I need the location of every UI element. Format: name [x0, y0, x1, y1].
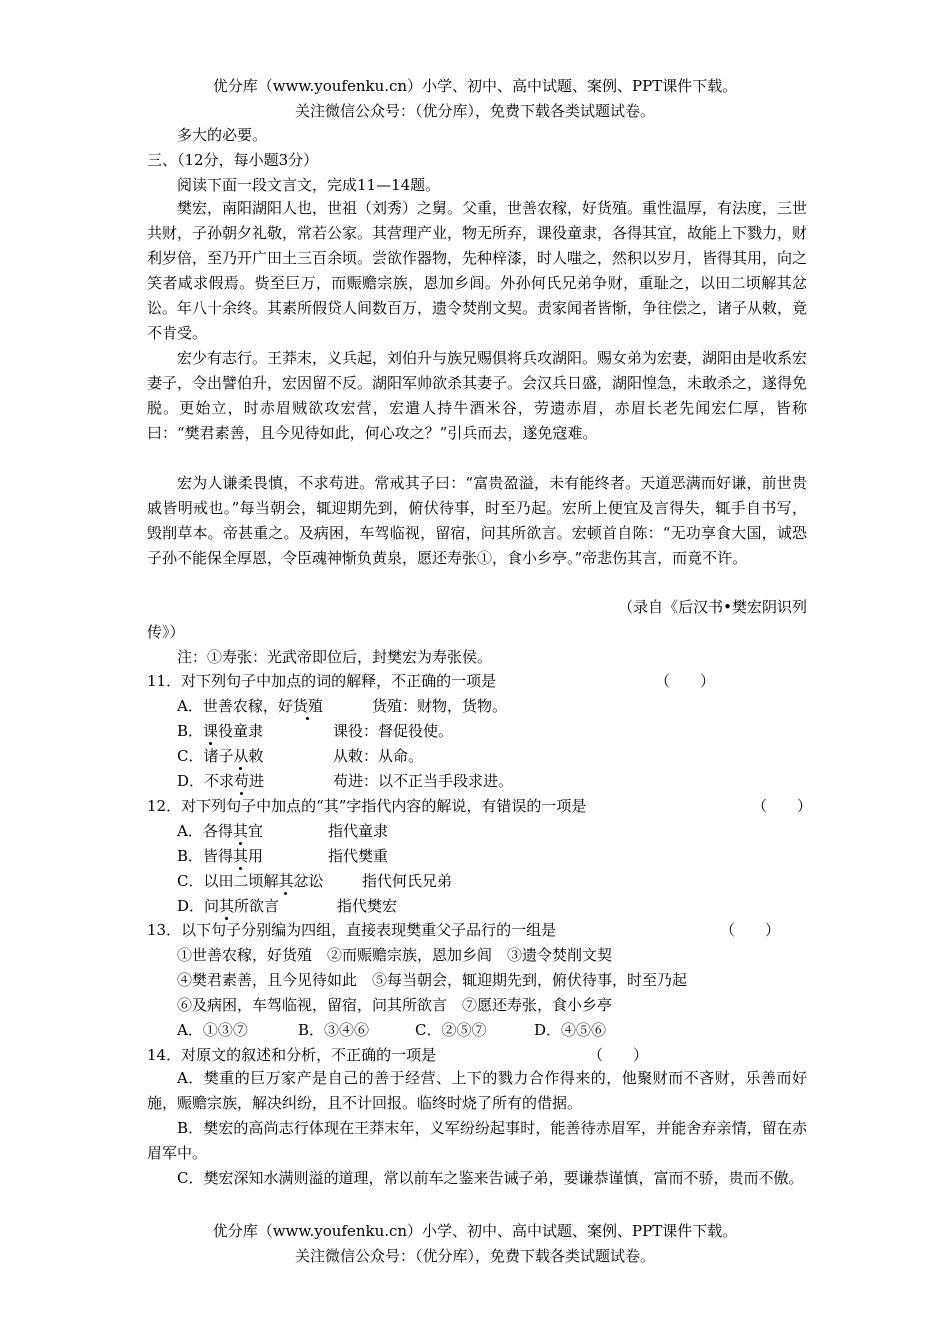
q12-option-b-text: B．皆得: [177, 847, 234, 865]
q12-option-a-text-post: 宜: [247, 822, 263, 840]
q14-answer-a: A．樊重的巨万家产是自己的善于经营、上下的戮力合作得来的，他聚财而不吝财，乐善而好施，赈赡宗族，解决纠纷，且不计回报。临终时烧了所有的借据。: [147, 1069, 807, 1112]
q12-option-c-dotted-word: 其: [278, 872, 294, 890]
question-12-stem: 12．对下列句子中加点的“其”字指代内容的解说，有错误的一项是: [147, 797, 587, 815]
q12-option-b: [177, 846, 263, 866]
source-citation: （录自《后汉书•樊宏阴识列: [618, 598, 807, 616]
source-citation-end: 传》）: [147, 623, 185, 641]
q12-option-d-gloss: 指代樊宏: [337, 897, 398, 915]
q13-choice-d: D．④⑤⑥: [534, 1021, 607, 1039]
q11-option-b-text-post: 役童隶: [218, 722, 264, 740]
q11-option-b-dotted-word: 课: [203, 722, 219, 740]
passage-note: 注：①寿张：光武帝即位后，封樊宏为寿张侯。: [177, 648, 493, 666]
q12-option-d: [177, 896, 279, 916]
q11-option-d-dotted-word: 苟: [234, 772, 250, 790]
q13-items-row-2: ④樊君素善，且今见待如此 ⑤每当朝会，辄迎期先到，俯伏待事，时至乃起: [177, 971, 688, 989]
q12-option-a-dotted-word: 其: [232, 822, 248, 840]
q11-option-b-gloss: 课役：督促役使。: [333, 722, 454, 740]
q11-option-c-text: C．诸子: [177, 747, 234, 765]
q13-choice-a: A．①③⑦: [177, 1021, 248, 1039]
passage-paragraph-1: 樊宏，南阳湖阳人也，世祖（刘秀）之舅。父重，世善农稼，好货殖。重性温厚，有法度，三世共财，子孙朝夕礼敬，常若公家。其营理产业，物无所弃，课役童隶，各得其宜，故能上下戮力，财利岁倍，至乃开广田土三百余顷。尝欲作器物，先种梓漆，时人嗤之，然积以岁月，皆得其用，向之笑者咸求假焉。赀至巨万，而赈赡宗族，恩加乡闾。外孙何氏兄弟争财，重耻之，以田二顷解其忿讼。年八十余终。其素所假贷人间数百万，遗令焚削文契。责家闻者皆惭，争往偿之，诸子从敕，竟不肯受。: [147, 199, 808, 342]
q12-option-a: [177, 821, 263, 841]
q12-option-c-gloss: 指代何氏兄弟: [362, 872, 453, 890]
q11-option-a: [177, 696, 323, 716]
footer-line-1: 优分库（www.youfenku.cn）小学、初中、高中试题、案例、PPT课件下载。: [212, 1222, 738, 1240]
q11-option-c-gloss: 从敕：从命。: [333, 747, 424, 765]
footer-line-2: 关注微信公众号：（优分库），免费下载各类试题试卷。: [294, 1247, 655, 1265]
q13-items-row-3: ⑥及病困，车驾临视，留宿，问其所欲言 ⑦愿还寿张，食小乡亭: [177, 996, 613, 1014]
section-title: 三、（12分，每小题3分）: [147, 151, 319, 169]
q11-option-a-dotted-word: 货殖: [292, 697, 323, 715]
q14-answer-c: C．樊宏深知水满则溢的道理，常以前车之鉴来告诫子弟，要谦恭谨慎，富而不骄，贵而不傲。: [177, 1169, 804, 1187]
q12-option-c: [177, 871, 324, 891]
passage-paragraph-3: 宏为人谦柔畏慎，不求苟进。常戒其子曰：“富贵盈溢，未有能终者。天道恶满而好谦，前世贵戚皆明戒也。”每当朝会，辄迎期先到，俯伏待事，时至乃起。宏所上便宜及言得失，辄手自书写，毁削草本。帝甚重之。及病困，车驾临视，留宿，问其所欲言。宏顿首自陈：“无功享食大国，诚恐子孙不能保全厚恩，令臣魂神惭负黄泉，愿还寿张①，食小乡亭。”帝悲伤其言，而竟不许。: [147, 474, 807, 567]
question-13-answer-blank[interactable]: （ ）: [720, 921, 781, 939]
q13-choice-b: B．③④⑥: [298, 1021, 370, 1039]
q12-option-a-text: A．各得: [177, 822, 233, 840]
q12-option-d-dotted-word: 其: [219, 897, 235, 915]
q11-option-c: [177, 746, 264, 766]
q12-option-b-text-post: 用: [248, 847, 264, 865]
q12-option-a-gloss: 指代童隶: [328, 822, 389, 840]
question-11-answer-blank[interactable]: （ ）: [655, 672, 716, 690]
q11-option-b: [177, 721, 263, 741]
q11-option-d: [177, 771, 264, 791]
q11-option-d-text: D．不求: [177, 772, 235, 790]
q11-option-c-dotted-word: 从: [233, 747, 249, 765]
q12-option-b-gloss: 指代樊重: [328, 847, 389, 865]
q11-option-d-text-post: 进: [249, 772, 265, 790]
question-14-stem: 14．对原文的叙述和分析，不正确的一项是: [147, 1046, 437, 1064]
q12-option-b-dotted-word: 其: [233, 847, 249, 865]
q11-option-d-gloss: 苟进：以不正当手段求进。: [333, 772, 514, 790]
header-line-1: 优分库（www.youfenku.cn）小学、初中、高中试题、案例、PPT课件下载。: [212, 77, 738, 95]
q11-option-a-text: A．世善农稼，好: [177, 697, 293, 715]
q11-option-b-text: B．: [177, 722, 204, 740]
q11-option-a-gloss: 货殖：财物，货物。: [372, 697, 508, 715]
q13-choice-c: C．②⑤⑦: [415, 1021, 487, 1039]
q12-option-d-text-post: 所欲言: [234, 897, 280, 915]
q12-option-c-text: C．以田二顷解: [177, 872, 279, 890]
header-line-2: 关注微信公众号：（优分库），免费下载各类试题试卷。: [294, 102, 655, 120]
question-13-stem: 13．以下句子分别编为四组，直接表现樊重父子品行的一组是: [147, 921, 557, 939]
passage-paragraph-2: 宏少有志行。王莽末，义兵起，刘伯升与族兄赐俱将兵攻湖阳。赐女弟为宏妻，湖阳由是收系宏妻子，令出譬伯升，宏因留不反。湖阳军帅欲杀其妻子。会汉兵日盛，湖阳惶急，未敢杀之，遂得免脱。更始立，时赤眉贼欲攻宏营，宏遣人持牛酒米谷，劳遗赤眉，赤眉长老先闻宏仁厚，皆称曰：“樊君素善，且今见待如此，何心攻之？”引兵而去，遂免寇难。: [147, 349, 808, 442]
q12-option-c-text-post: 忿讼: [293, 872, 324, 890]
carry-over-text: 多大的必要。: [177, 126, 268, 144]
question-11-stem: 11．对下列句子中加点的词的解释，不正确的一项是: [147, 672, 497, 690]
section-instruction: 阅读下面一段文言文，完成11—14题。: [177, 176, 441, 194]
question-12-answer-blank[interactable]: （ ）: [752, 797, 813, 815]
question-14-answer-blank[interactable]: （ ）: [588, 1046, 649, 1064]
q13-items-row-1: ①世善农稼，好货殖 ②而赈赡宗族，恩加乡闾 ③遗令焚削文契: [177, 946, 613, 964]
q11-option-c-text-post: 敕: [248, 747, 264, 765]
q12-option-d-text: D．问: [177, 897, 220, 915]
q14-answer-b: B．樊宏的高尚志行体现在王莽末年，义军纷纷起事时，能善待赤眉军，并能舍弃亲情，留在赤眉军中。: [147, 1119, 807, 1162]
